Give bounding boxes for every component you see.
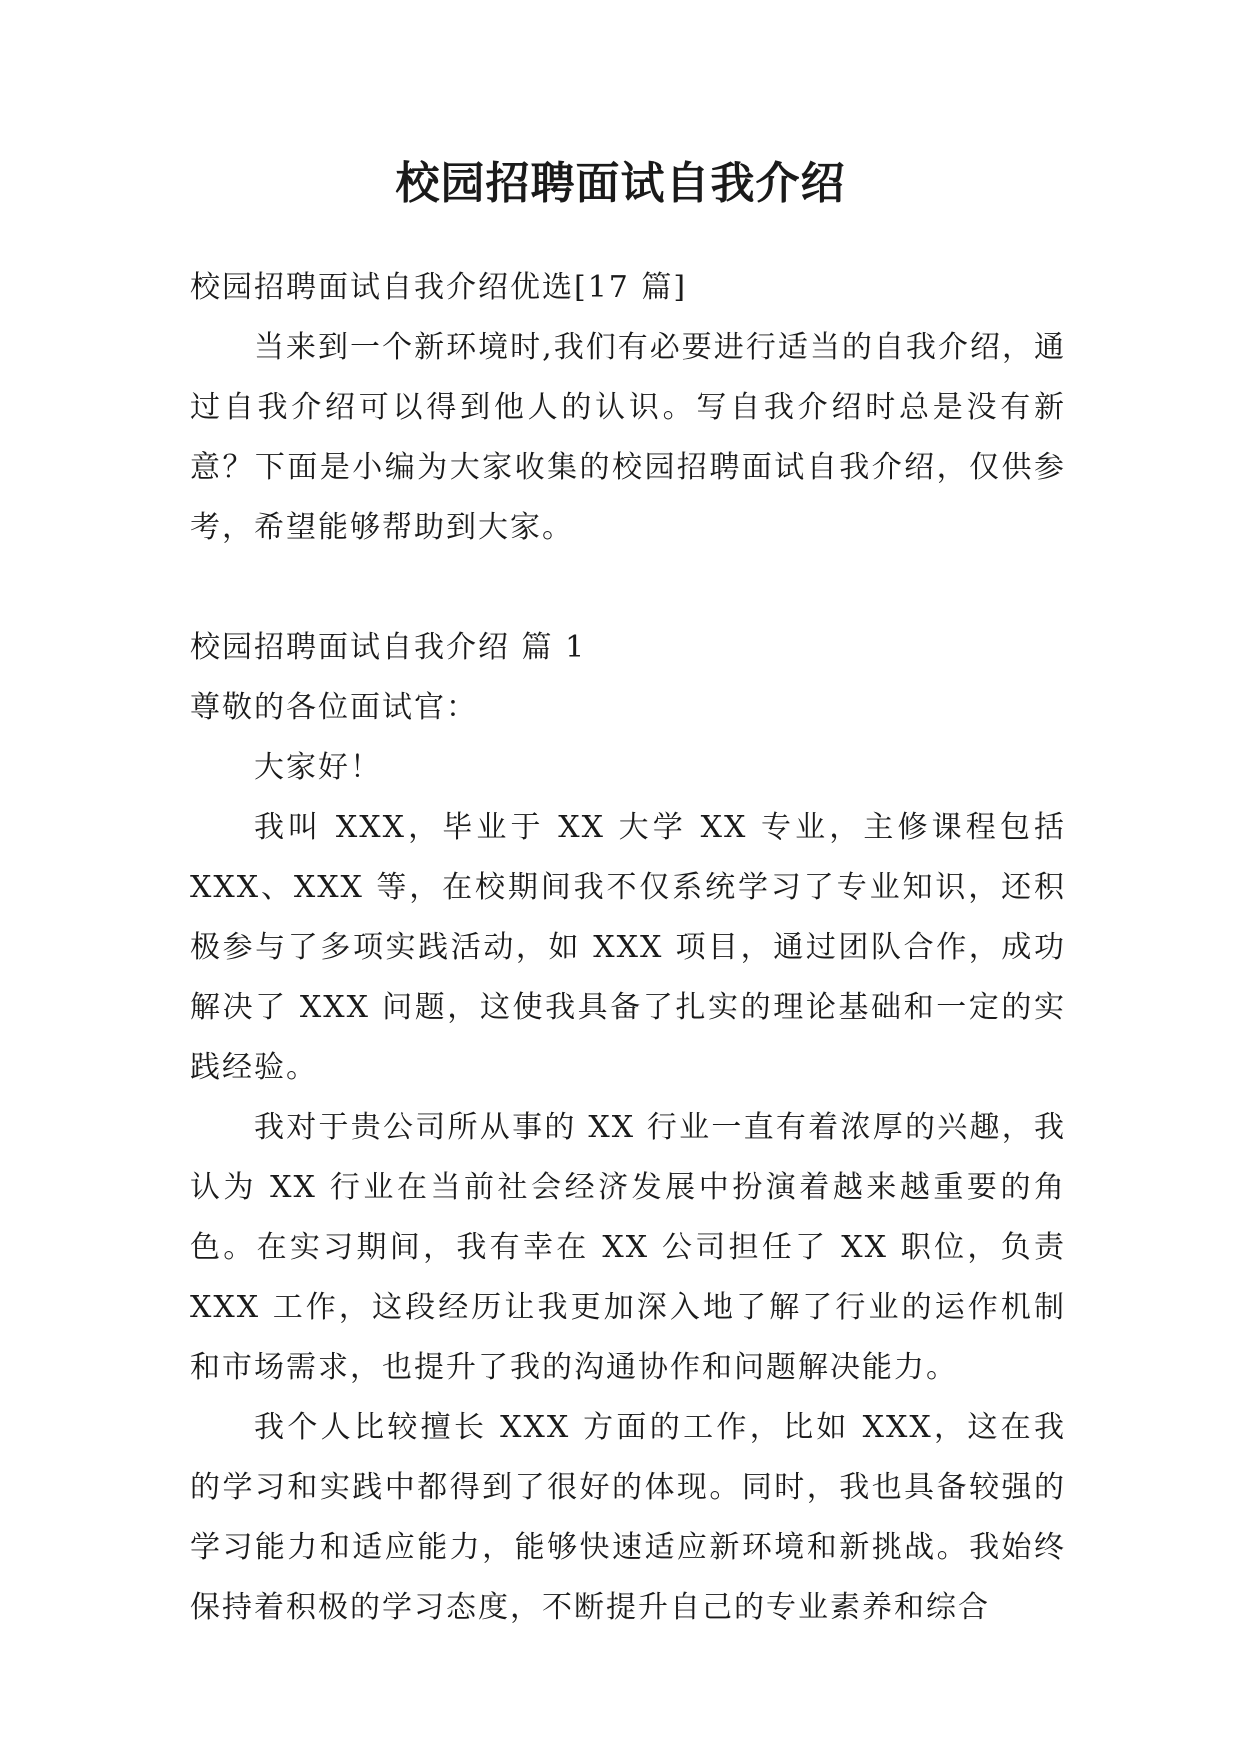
body-paragraph: 我个人比较擅长 XXX 方面的工作，比如 XXX，这在我的学习和实践中都得到了很好的体现。同时，我也具备较强的学习能力和适应能力，能够快速适应新环境和新挑战。我始终保持着积极的学习态度，不断提升自己的专业素养和综合 [190,1410,1066,1625]
document-body [190,258,1066,1638]
document-title: 校园招聘面试自我介绍 [395,158,846,209]
body-paragraph: 我对于贵公司所从事的 XX 行业一直有着浓厚的兴趣，我认为 XX 行业在当前社会经济发展中扮演着越来越重要的角色。在实习期间，我有幸在 XX 公司担任了 XX 职位，负责 XXX 工作，这段经历让我更加深入地了解了行业的运作机制和市场需求，也提升了我的沟通协作和问题解决能力。 [190,1110,1066,1385]
section-heading: 校园招聘面试自我介绍 篇 1 [190,630,587,665]
document-subtitle: 校园招聘面试自我介绍优选[17 篇] [190,270,688,305]
greeting: 大家好！ [254,750,382,785]
salutation: 尊敬的各位面试官： [190,690,478,725]
section-spacer [190,558,1066,618]
intro-paragraph: 当来到一个新环境时,我们有必要进行适当的自我介绍，通过自我介绍可以得到他人的认识。写自我介绍时总是没有新意？下面是小编为大家收集的校园招聘面试自我介绍，仅供参考，希望能够帮助到大家。 [190,330,1066,545]
body-paragraph: 我叫 XXX，毕业于 XX 大学 XX 专业，主修课程包括 XXX、XXX 等，在校期间我不仅系统学习了专业知识，还积极参与了多项实践活动，如 XXX 项目，通过团队合作，成功解决了 XXX 问题，这使我具备了扎实的理论基础和一定的实践经验。 [190,810,1066,1085]
